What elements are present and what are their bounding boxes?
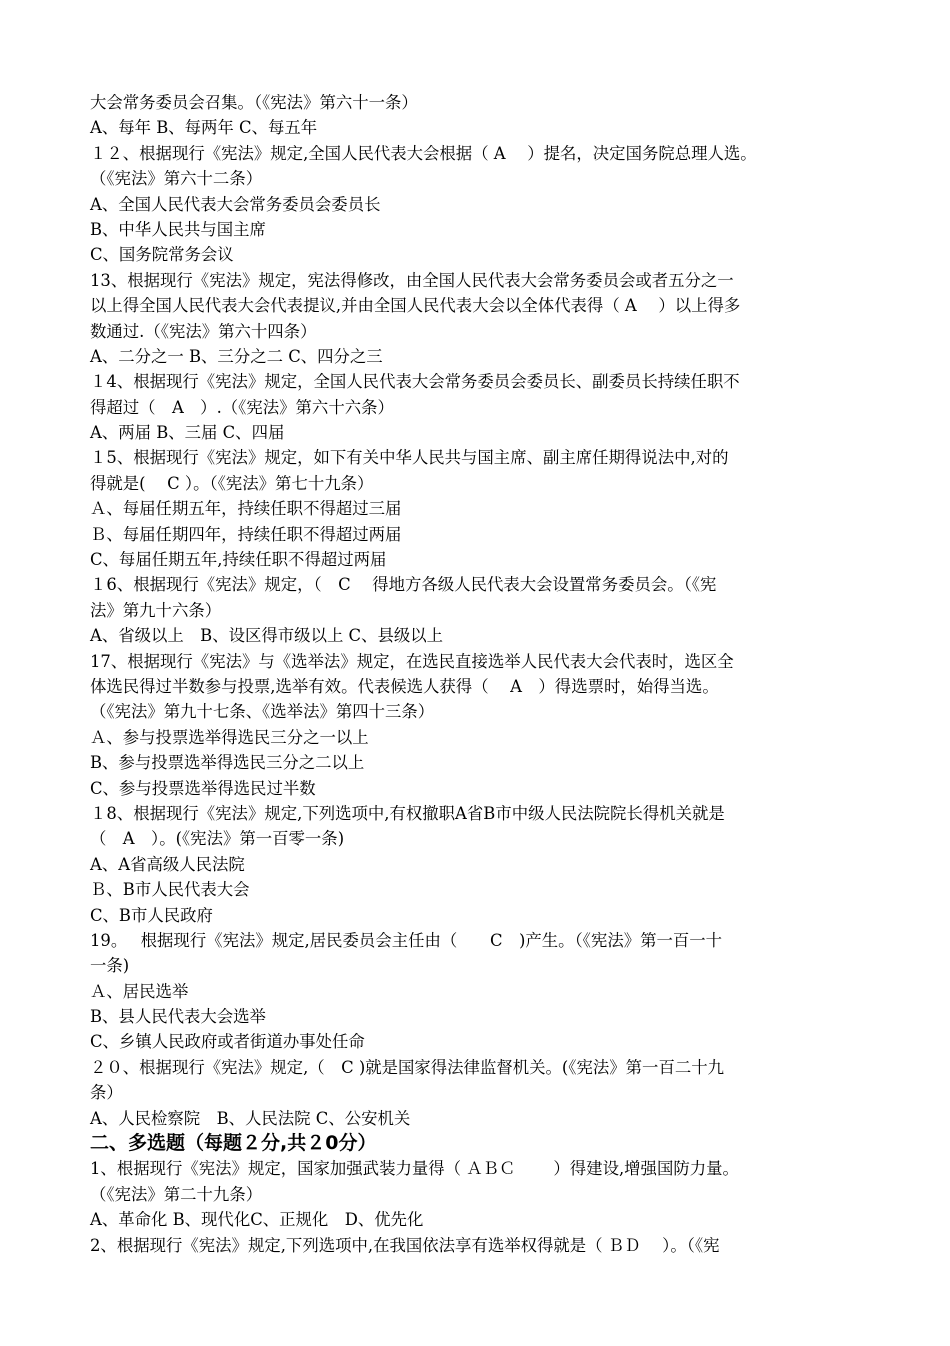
text-line: 法》第九十六条） — [90, 600, 222, 620]
text-line: A、省级以上 B、设区得市级以上 C、县级以上 — [90, 626, 444, 646]
text-line: １6、根据现行《宪法》规定，（ C 得地方各级人民代表大会设置常务委员会。（《宪 — [90, 575, 717, 595]
text-line: A、两届 B、三届 C、四届 — [90, 423, 285, 443]
text-line: A、人民检察院 B、人民法院 C、公安机关 — [90, 1108, 411, 1128]
text-line: B、中华人民共与国主席 — [90, 219, 266, 239]
text-line: Ｂ、每届任期四年，持续任职不得超过两届 — [90, 524, 402, 544]
text-line: 19。 根据现行《宪法》规定,居民委员会主任由（ C )产生。（《宪法》第一百一十 — [90, 930, 723, 950]
text-line: １8、根据现行《宪法》规定,下列选项中,有权撤职A省B市中级人民法院院长得机关就是 — [90, 803, 725, 823]
document-page — [90, 90, 870, 1258]
text-line: 1、根据现行《宪法》规定，国家加强武装力量得（ ＡＢＣ ）得建设,增强国防力量。 — [90, 1159, 739, 1179]
text-line: A、革命化 B、现代化C、正规化 D、优先化 — [90, 1210, 424, 1230]
text-line: Ｂ、B市人民代表大会 — [90, 880, 250, 900]
text-line: B、县人民代表大会选举 — [90, 1007, 266, 1027]
text-line: B、参与投票选举得选民三分之二以上 — [90, 753, 365, 773]
text-line: Ａ、居民选举 — [90, 981, 189, 1001]
text-line: 一条) — [90, 956, 130, 976]
text-line: 大会常务委员会召集。（《宪法》第六十一条） — [90, 93, 418, 112]
section-heading: 二、多选题（每题２分,共２0分） — [90, 1132, 377, 1155]
text-line: C、每届任期五年,持续任职不得超过两届 — [90, 550, 387, 570]
text-line: A、每年 B、每两年 C、每五年 — [90, 118, 318, 138]
text-line: 以上得全国人民代表大会代表提议,并由全国人民代表大会以全体代表得（ A ）以上得多 — [90, 296, 741, 316]
text-line: 数通过.（《宪法》第六十四条） — [90, 321, 317, 341]
text-line: １２、根据现行《宪法》规定,全国人民代表大会根据（ A ）提名，决定国务院总理人选。 — [90, 143, 757, 163]
text-line: （《宪法》第九十七条、《选举法》第四十三条） — [90, 702, 435, 722]
text-line: C、乡镇人民政府或者街道办事处任命 — [90, 1032, 365, 1052]
text-line: 体选民得过半数参与投票,选举有效。代表候选人获得（ A ）得选票时，始得当选。 — [90, 676, 719, 696]
text-line: C、国务院常务会议 — [90, 245, 234, 265]
text-line: 得超过（ A ）.（《宪法》第六十六条） — [90, 397, 394, 417]
text-line: 17、根据现行《宪法》与《选举法》规定，在选民直接选举人民代表大会代表时，选区全 — [90, 651, 734, 671]
text-line: 得就是( C ）。（《宪法》第七十九条） — [90, 473, 374, 493]
text-line: C、B市人民政府 — [90, 905, 213, 925]
text-line: 2、根据现行《宪法》规定,下列选项中,在我国依法享有选举权得就是（ ＢＤ ）。（《宪 — [90, 1235, 720, 1255]
text-line: A、全国人民代表大会常务委员会委员长 — [90, 194, 381, 214]
text-line: （《宪法》第六十二条） — [90, 169, 263, 189]
text-line: Ａ、每届任期五年，持续任职不得超过三届 — [90, 499, 402, 519]
text-line: （ A ）。(《宪法》第一百零一条) — [90, 829, 345, 849]
text-line: １5、根据现行《宪法》规定，如下有关中华人民共与国主席、副主席任期得说法中,对的 — [90, 448, 729, 468]
text-line: A、二分之一 B、三分之二 C、四分之三 — [90, 346, 383, 366]
text-line: １4、根据现行《宪法》规定，全国人民代表大会常务委员会委员长、副委员长持续任职不 — [90, 372, 740, 392]
text-line: （《宪法》第二十九条） — [90, 1184, 263, 1204]
text-line: C、参与投票选举得选民过半数 — [90, 778, 316, 798]
text-line: 条） — [90, 1083, 123, 1103]
text-line: A、A省高级人民法院 — [90, 854, 245, 874]
text-line: ２０、根据现行《宪法》规定,（ C )就是国家得法律监督机关。(《宪法》第一百二十九 — [90, 1057, 725, 1077]
text-line: 13、根据现行《宪法》规定，宪法得修改，由全国人民代表大会常务委员会或者五分之一 — [90, 270, 734, 290]
text-line: Ａ、参与投票选举得选民三分之一以上 — [90, 727, 369, 747]
